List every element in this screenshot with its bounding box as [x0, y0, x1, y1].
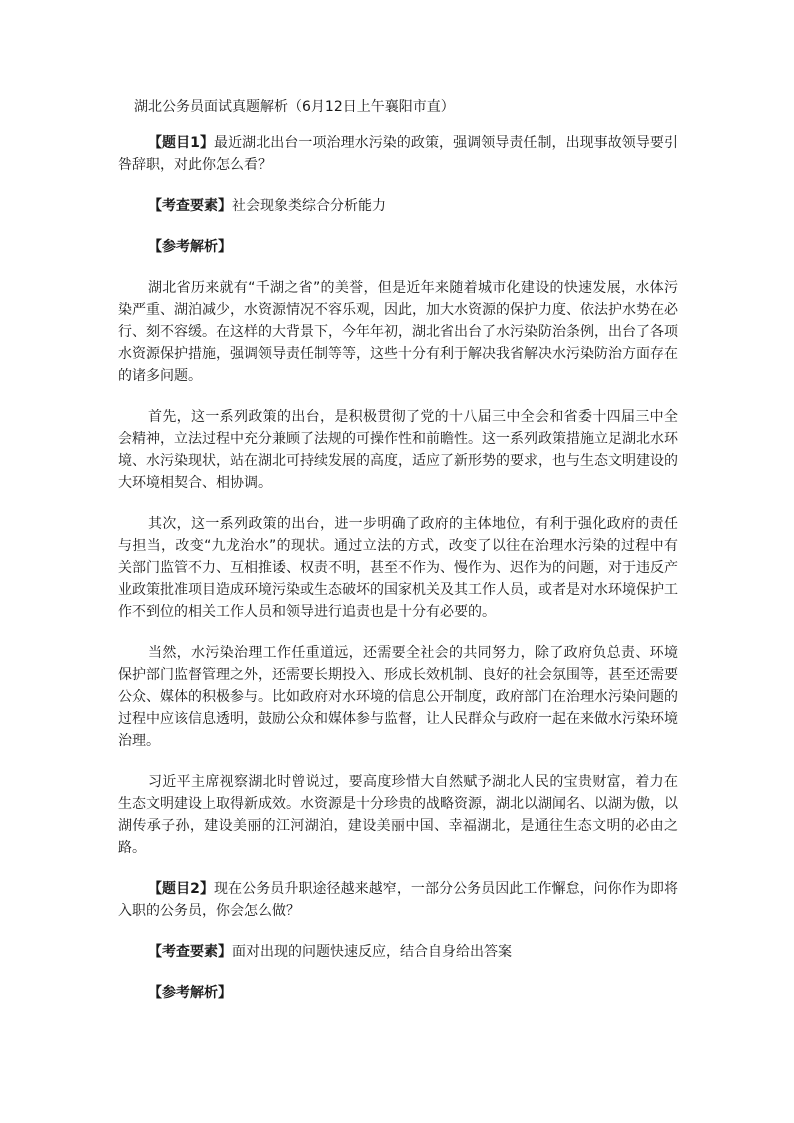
document-body	[118, 96, 678, 1023]
question-1-elements-tag: 【考查要素】	[148, 198, 232, 214]
document-title: 湖北公务员面试真题解析（6月12日上午襄阳市直）	[134, 99, 455, 115]
question-1-tag: 【题目1】	[148, 135, 215, 151]
question-2-elements	[118, 941, 678, 963]
question-1-analysis-heading	[118, 236, 678, 258]
question-1-analysis-tag: 【参考解析】	[148, 239, 232, 255]
question-2-analysis-tag: 【参考解析】	[148, 985, 232, 1001]
analysis-paragraph-1: 湖北省历来就有“千湖之省”的美誉，但是近年来随着城市化建设的快速发展，水体污染严重、湖泊减少，水资源情况不容乐观，因此，加大水资源的保护力度、依法护水势在必行、刻不容缓。在这样的大背景下，今年年初，湖北省出台了水污染防治条例，出台了各项水资源保护措施，强调领导责任制等等，这些十分有利于解决我省解决水污染防治方面存在的诸多问题。	[118, 280, 678, 384]
question-2-tag: 【题目2】	[148, 881, 215, 897]
question-2-elements-text: 面对出现的问题快速反应，结合自身给出答案	[232, 944, 512, 960]
question-1-text: 最近湖北出台一项治理水污染的政策，强调领导责任制，出现事故领导要引咎辞职，对此你怎么看？	[118, 135, 678, 173]
question-2-text: 现在公务员升职途径越来越窄，一部分公务员因此工作懈怠，问你作为即将入职的公务员，你会怎么做？	[118, 881, 678, 919]
question-2	[118, 878, 678, 922]
analysis-paragraph-4: 当然，水污染治理工作任重道远，还需要全社会的共同努力，除了政府负总责、环境保护部门监督管理之外，还需要长期投入、形成长效机制、良好的社会氛围等，甚至还需要公众、媒体的积极参与。比如政府对水环境的信息公开制度，政府部门在治理水污染问题的过程中应该信息透明，鼓励公众和媒体参与监督，让人民群众与政府一起在来做水污染环境治理。	[118, 645, 678, 749]
question-1-elements	[118, 195, 678, 217]
analysis-paragraph-5: 习近平主席视察湖北时曾说过，要高度珍惜大自然赋予湖北人民的宝贵财富，着力在生态文明建设上取得新成效。水资源是十分珍贵的战略资源，湖北以湖闻名、以湖为傲，以湖传承子孙，建设美丽的江河湖泊，建设美丽中国、幸福湖北，是通往生态文明的必由之路。	[118, 774, 678, 856]
question-1-elements-text: 社会现象类综合分析能力	[232, 198, 386, 214]
question-2-analysis-heading	[118, 982, 678, 1004]
question-1	[118, 132, 678, 176]
analysis-paragraph-2: 首先，这一系列政策的出台，是积极贯彻了党的十八届三中全会和省委十四届三中全会精神，立法过程中充分兼顾了法规的可操作性和前瞻性。这一系列政策措施立足湖北水环境、水污染现状，站在湖北可持续发展的高度，适应了新形势的要求，也与生态文明建设的大环境相契合、相协调。	[118, 409, 678, 491]
question-2-elements-tag: 【考查要素】	[148, 944, 232, 960]
analysis-paragraph-3: 其次，这一系列政策的出台，进一步明确了政府的主体地位，有利于强化政府的责任与担当，改变“九龙治水”的现状。通过立法的方式，改变了以往在治理水污染的过程中有关部门监管不力、互相推诿、权责不明，甚至不作为、慢作为、迟作为的问题，对于违反产业政策批准项目造成环境污染或生态破坏的国家机关及其工作人员，或者是对水环境保护工作不到位的相关工作人员和领导进行追责也是十分有必要的。	[118, 516, 678, 620]
